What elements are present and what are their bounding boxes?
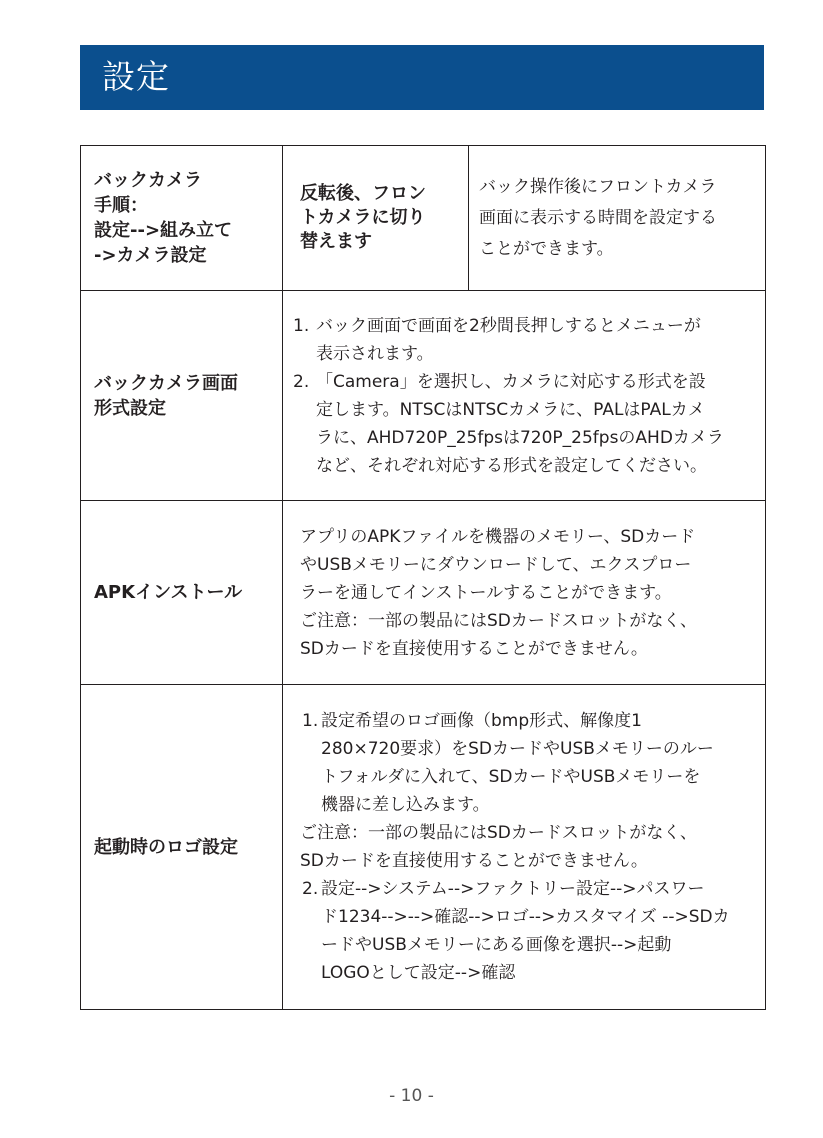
steps-list [293, 312, 759, 480]
cell-description [283, 501, 766, 685]
table-row-boot-logo [81, 685, 766, 1010]
row-label [81, 291, 283, 501]
row-label [81, 146, 283, 291]
list-item [300, 875, 757, 987]
step-text: バック画面で画面を2秒間長押しするとメニューが 表示されます。 [316, 315, 701, 364]
label-apk-install: APKインストール [94, 582, 243, 603]
cell-description [469, 146, 766, 291]
step-number: 1. [302, 711, 319, 731]
list-item [293, 368, 759, 480]
action-text: 反転後、フロン トカメラに切り 替えます [300, 183, 426, 252]
step-number: 2. [293, 371, 310, 392]
label-camera-format: バックカメラ画面 形式設定 [94, 372, 238, 419]
cell-description [283, 685, 766, 1010]
settings-table [80, 145, 766, 1010]
cell-description [283, 291, 766, 501]
step-text: 設定希望のロゴ画像（bmp形式、解像度1 280×720要求）をSDカードやUSBメモリーのルー トフォルダに入れて、SDカードやUSBメモリーを 機器に差し込みます。 [321, 711, 714, 815]
table-row-back-camera [81, 146, 766, 291]
steps-list [300, 707, 757, 819]
section-header [80, 45, 764, 110]
steps-list [300, 875, 757, 987]
list-item [300, 707, 757, 819]
description-text: バック操作後にフロントカメラ 画面に表示する時間を設定する ことができます。 [479, 176, 717, 259]
section-title: 設定 [102, 57, 170, 96]
row-label [81, 685, 283, 1010]
step-number: 2. [302, 879, 319, 899]
label-back-camera: バックカメラ 手順： 設定-->組み立て ->カメラ設定 [94, 170, 233, 266]
row-label [81, 501, 283, 685]
page-number: - 10 - [389, 1086, 434, 1106]
list-item [293, 312, 759, 368]
table-row-camera-format [81, 291, 766, 501]
step-text: 設定-->システム-->ファクトリー設定-->パスワー ド1234-->-->確認-->ロゴ-->カスタマイズ -->SDカ ードやUSBメモリーにある画像を選択-->起動 LOGOとして設定-->確認 [321, 879, 730, 983]
cell-action [283, 146, 469, 291]
description-text: アプリのAPKファイルを機器のメモリー、SDカード やUSBメモリーにダウンロードして、エクスプロー ラーを通してインストールすることができます。 ご注意：一部の製品にはSDカードスロットがなく、 SDカードを直接使用することができません。 [300, 526, 698, 659]
note-text: ご注意：一部の製品にはSDカードスロットがなく、 SDカードを直接使用することができません。 [300, 823, 698, 871]
label-boot-logo: 起動時のロゴ設定 [94, 836, 238, 858]
step-text: 「Camera」を選択し、カメラに対応する形式を設 定します。NTSCはNTSCカメラに、PALはPALカメ ラに、AHD720P_25fpsは720P_25fpsのAHDカメラ など、それぞれ対応する形式を設定してください。 [316, 371, 724, 476]
table-row-apk-install [81, 501, 766, 685]
step-number: 1. [293, 315, 310, 336]
